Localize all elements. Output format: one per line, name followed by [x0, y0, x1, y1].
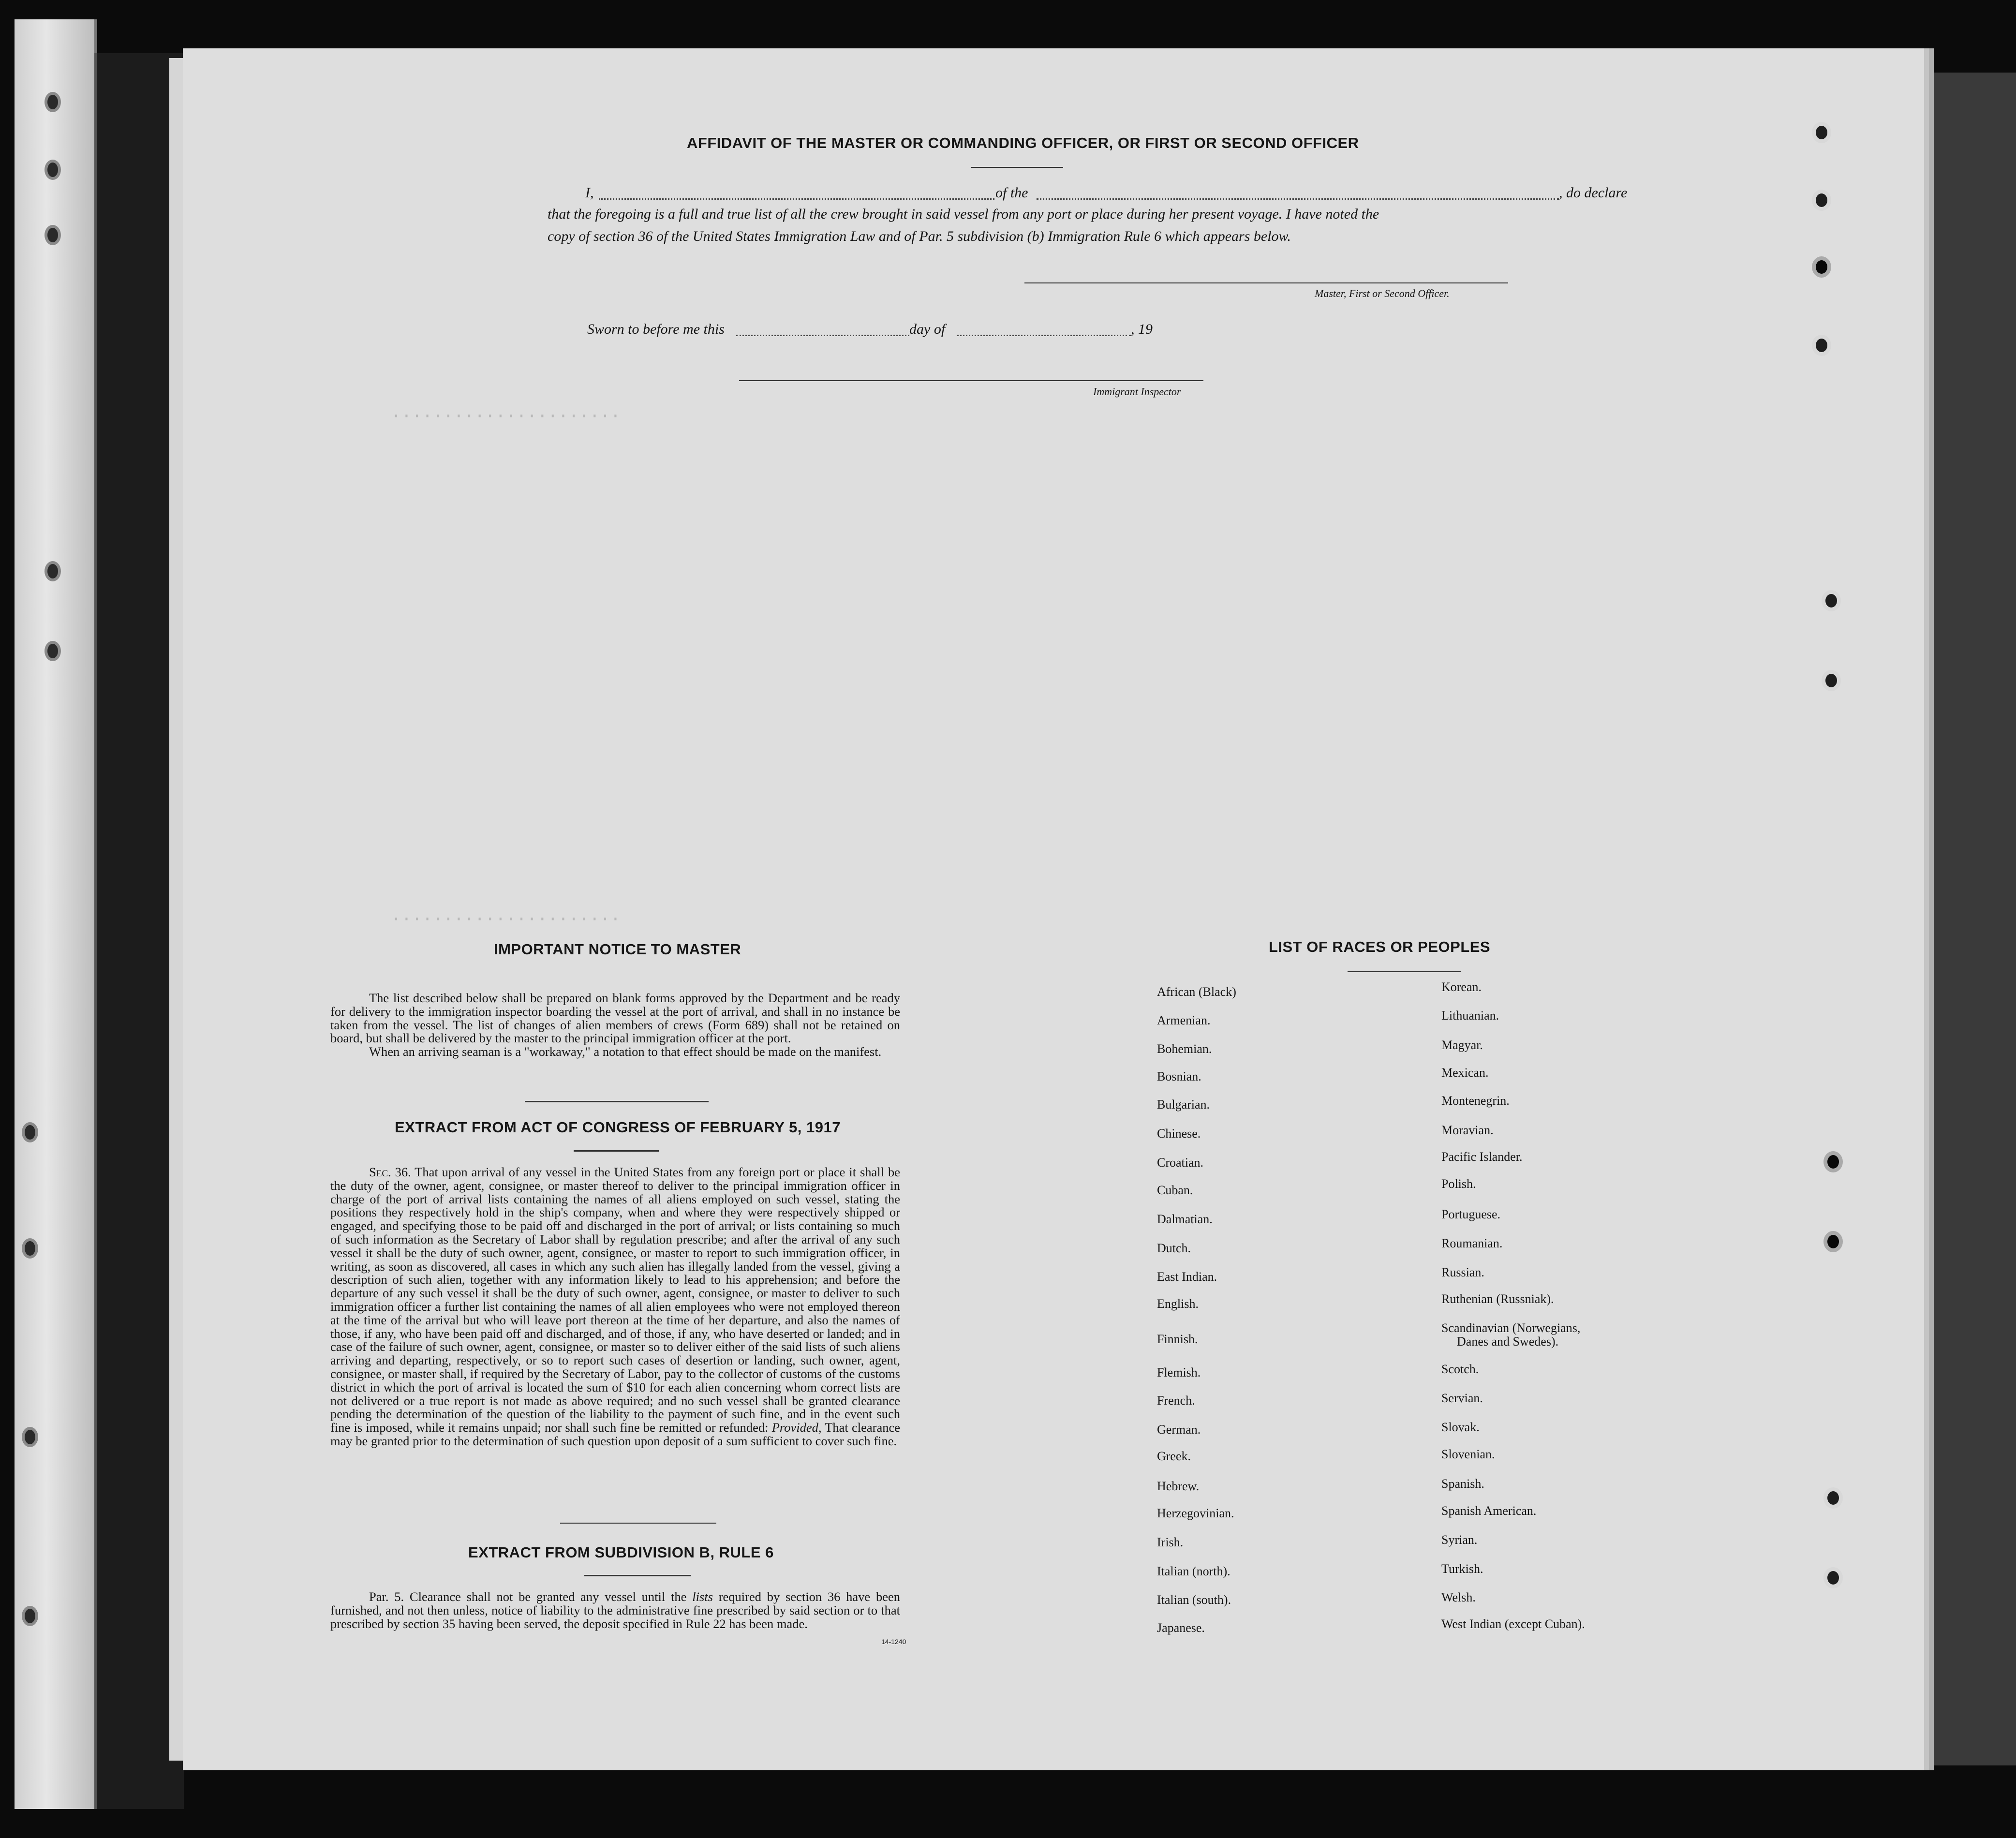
binder-strip — [15, 19, 97, 1809]
notice-paragraph-2: When an arriving seaman is a "workaway," a notation to that effect should be made on the manifest. — [369, 1044, 882, 1059]
race-item: Italian (north). — [1157, 1564, 1230, 1578]
notice-body — [330, 992, 900, 1059]
race-item: Turkish. — [1441, 1562, 1483, 1576]
act-extract-title: EXTRACT FROM ACT OF CONGRESS OF FEBRUARY 5, 1917 — [395, 1119, 841, 1136]
race-item: Servian. — [1441, 1391, 1483, 1405]
binder-ring — [1823, 1487, 1843, 1509]
binder-ring — [1823, 1231, 1843, 1252]
race-item: Hebrew. — [1157, 1479, 1200, 1493]
divider — [525, 1101, 709, 1102]
divider — [574, 1150, 659, 1152]
section-36-tail: That clearance may be granted prior to the determination of such question upon deposit of a sum sufficient to cover such fine. — [330, 1420, 901, 1448]
binder-hole — [22, 1427, 38, 1447]
sworn-prefix: Sworn to before me this — [587, 321, 725, 337]
master-signature-line — [1024, 282, 1508, 283]
binder-hole — [44, 641, 61, 661]
act-extract-body — [330, 1166, 900, 1448]
race-item: Herzegovinian. — [1157, 1506, 1234, 1520]
race-item: Mexican. — [1441, 1066, 1489, 1080]
race-item: Spanish American. — [1441, 1504, 1537, 1518]
sworn-month-blank — [957, 335, 1131, 336]
race-item: Moravian. — [1441, 1123, 1494, 1137]
race-item: Danes and Swedes). — [1457, 1334, 1559, 1349]
race-item: German. — [1157, 1423, 1201, 1437]
document-page — [183, 48, 1924, 1770]
race-item: Montenegrin. — [1441, 1094, 1510, 1108]
section-36-text: That upon arrival of any vessel in the United States from any foreign port or place it shall be the duty of the owner, agent, consignee, or master thereof to deliver to the principal immigration officer in charge of the port of arrival lists containing the names of all aliens employed on such vessel, stating the positions they respectively hold in the ship's company, when and where they were respectively shipped or engaged, and specifying those to be paid off and discharged in the port of arrival; or lists containing so much of such information as the Secretary of Labor shall by regulation prescribe; and after the arrival of any such vessel it shall be the duty of such owner, agent, consignee, or master to report to such immigration officer, in writing, as soon as discovered, all cases in which any such alien has illegally landed from the vessel, giving a description of such alien, together with any information likely to lead to his apprehension; and before the departure of any such vessel it shall be the duty of such owner, agent, consignee, or master to deliver to such immigration officer a further list containing the names of all alien employees who were not employed thereon at the time of the arrival but who will leave port thereon at the time of her departure, and also the names of those, if any, who have been paid off and discharged, and of those, if any, who have deserted or landed; and in case of the failure of such owner, agent, consignee, or master so to deliver either of the said lists of such aliens arriving and departing, respectively, or so to report such cases of desertion or landing, such owner, agent, consignee, or master shall, if required by the Secretary of Labor, pay to the collector of customs of the customs district in which the port of arrival is located the sum of $10 for each alien concerning whom correct lists are not delivered or a true report is not made as above required; and no such vessel shall be granted clearance pending the determination of the question of the liability to the payment of such fine, and in the event such fine is imposed, while it remains unpaid; nor shall such fine be remitted or refunded: — [330, 1165, 900, 1435]
race-item: Welsh. — [1441, 1590, 1476, 1604]
race-item: Portuguese. — [1441, 1207, 1501, 1221]
race-item: Dutch. — [1157, 1241, 1191, 1255]
rule-text-tail: required by section 36 have been furnished, and not then unless, notice of liability to the administrative fine prescribed by said section or to that prescribed by section 35 having been served, the deposit specified in Rule 22 has been made. — [330, 1589, 900, 1631]
races-title: LIST OF RACES OR PEOPLES — [1269, 938, 1491, 955]
notice-paragraph-1: The list described below shall be prepared on blank forms approved by the Department and be ready for delivery to the immigration inspector boarding the vessel at the port of arrival, and shall in no instance be taken from the vessel. The list of changes of alien members of crews (Form 689) shall not be retained on board, but shall be delivered by the master to the principal immigration officer at the port. — [330, 991, 900, 1046]
race-item: Bulgarian. — [1157, 1097, 1210, 1112]
race-item: Flemish. — [1157, 1365, 1201, 1379]
binder-hole — [44, 561, 61, 581]
name-blank — [599, 198, 994, 200]
affidavit-i-label: I, — [585, 185, 594, 201]
divider — [584, 1575, 691, 1576]
form-number: 14-1240 — [881, 1638, 906, 1645]
race-item: West Indian (except Cuban). — [1441, 1617, 1585, 1631]
divider — [971, 167, 1063, 168]
notice-title: IMPORTANT NOTICE TO MASTER — [494, 941, 741, 958]
race-item: Magyar. — [1441, 1038, 1483, 1052]
race-item: Syrian. — [1441, 1533, 1478, 1547]
race-item: Cuban. — [1157, 1183, 1193, 1197]
race-item: Polish. — [1441, 1177, 1476, 1191]
race-item: Armenian. — [1157, 1013, 1211, 1027]
affidavit-line2: that the foregoing is a full and true list of all the crew brought in said vessel from any port or place during her present voyage. I have noted the — [548, 206, 1379, 222]
binder-ring — [1823, 1567, 1843, 1588]
race-item: French. — [1157, 1393, 1195, 1408]
inspector-signature-line — [739, 380, 1203, 381]
race-item: Slovak. — [1441, 1420, 1480, 1434]
rule-extract-body — [330, 1590, 900, 1630]
sworn-day-of: day of — [909, 321, 946, 337]
race-item: Greek. — [1157, 1449, 1191, 1463]
binder-ring — [1812, 335, 1831, 356]
race-item: Lithuanian. — [1441, 1008, 1499, 1023]
rule-text: Par. 5. Clearance shall not be granted any vessel until the — [369, 1589, 687, 1604]
race-item: Scotch. — [1441, 1362, 1479, 1376]
race-item: Japanese. — [1157, 1621, 1205, 1635]
section-label: Sec. 36. — [369, 1165, 411, 1179]
race-item: Slovenian. — [1441, 1447, 1495, 1461]
inspector-caption: Immigrant Inspector — [1093, 385, 1181, 398]
binder-ring — [1812, 256, 1831, 278]
divider — [560, 1523, 716, 1524]
binder-ring — [1812, 122, 1831, 143]
lists-word: lists — [692, 1589, 713, 1604]
race-item: Russian. — [1441, 1265, 1484, 1279]
race-item: Pacific Islander. — [1441, 1150, 1523, 1164]
race-item: Dalmatian. — [1157, 1212, 1213, 1226]
binder-ring — [1822, 670, 1841, 691]
binder-ring — [1822, 590, 1841, 611]
provided-word: Provided, — [771, 1420, 822, 1435]
affidavit-line3: copy of section 36 of the United States Immigration Law and of Par. 5 subdivision (b) Immigration Rule 6 which appears below. — [548, 228, 1291, 244]
race-item: English. — [1157, 1297, 1199, 1311]
race-item: Spanish. — [1441, 1477, 1484, 1491]
race-item: Roumanian. — [1441, 1236, 1503, 1250]
race-item: African (Black) — [1157, 985, 1236, 999]
binder-ring — [1812, 190, 1831, 211]
race-item: Bosnian. — [1157, 1069, 1201, 1083]
divider — [1348, 971, 1461, 972]
bleed-through: ······················ — [391, 406, 621, 426]
scanner-background — [1914, 73, 2016, 1765]
race-item: Korean. — [1441, 980, 1482, 994]
sworn-day-blank — [736, 335, 909, 336]
binder-hole — [44, 160, 61, 180]
vessel-blank — [1037, 198, 1559, 200]
race-item: East Indian. — [1157, 1270, 1217, 1284]
race-item: Finnish. — [1157, 1332, 1198, 1346]
bleed-through: ······················ — [391, 909, 621, 929]
affidavit-declare-label: , do declare — [1559, 185, 1628, 201]
binder-ring — [1823, 1151, 1843, 1172]
binder-hole — [22, 1606, 38, 1626]
binder-hole — [44, 225, 61, 245]
race-item: Irish. — [1157, 1535, 1184, 1549]
race-item: Chinese. — [1157, 1127, 1201, 1141]
race-item: Italian (south). — [1157, 1593, 1231, 1607]
affidavit-of-the-label: of the — [995, 185, 1028, 201]
sworn-year: , 19 — [1131, 321, 1153, 337]
binder-hole — [22, 1122, 38, 1142]
master-caption: Master, First or Second Officer. — [1315, 287, 1450, 299]
binder-hole — [22, 1238, 38, 1259]
affidavit-title: AFFIDAVIT OF THE MASTER OR COMMANDING OFFICER, OR FIRST OR SECOND OFFICER — [687, 134, 1359, 151]
race-item: Ruthenian (Russniak). — [1441, 1292, 1554, 1306]
binder-hole — [44, 92, 61, 112]
race-item: Bohemian. — [1157, 1042, 1212, 1056]
race-item: Croatian. — [1157, 1156, 1204, 1170]
race-item: Scandinavian (Norwegians, — [1441, 1321, 1581, 1335]
rule-extract-title: EXTRACT FROM SUBDIVISION B, RULE 6 — [468, 1544, 774, 1561]
